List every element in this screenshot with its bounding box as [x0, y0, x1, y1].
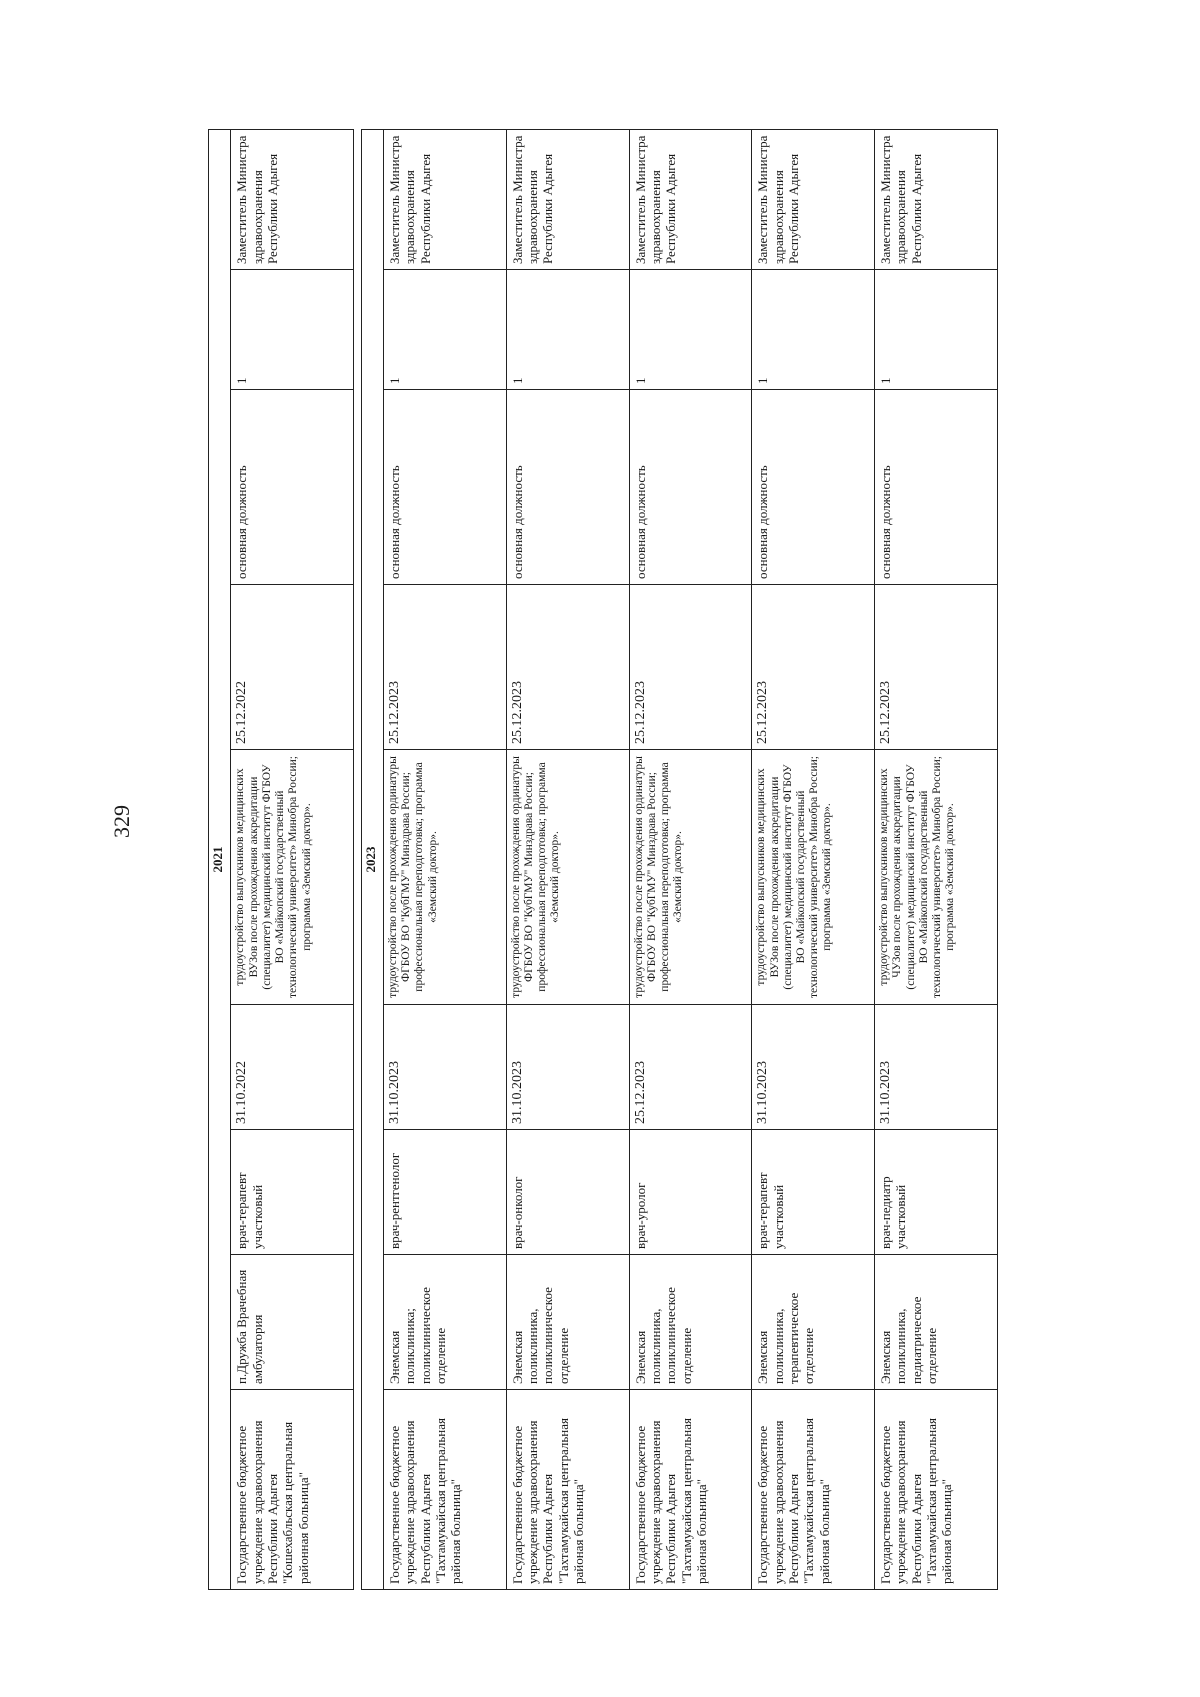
responsible-cell: Заместитель Министра здравоохранения Республики Адыгея [231, 129, 354, 269]
organization-cell: Государственное бюджетное учреждение здравоохранения Республики Адыгея "Тахтамукайская центральная районая больница" [875, 1390, 998, 1590]
position-cell: врач-рентгенолог [384, 1130, 507, 1255]
rotated-table-container [208, 130, 998, 1590]
year-header: 2023 [361, 129, 383, 1589]
position-cell: врач-уролог [629, 1130, 752, 1255]
responsible-cell: Заместитель Министра здравоохранения Республики Адыгея [384, 129, 507, 269]
quantity-cell: 1 [506, 270, 629, 390]
job-type-cell: основная должность [506, 390, 629, 585]
table-row [629, 129, 752, 1589]
subdivision-cell: Энемская поликлиника, терапевтическое отделение [752, 1255, 875, 1390]
basis-cell: трудоустройство после прохождения ординатуры ФГБОУ ВО "КубГМУ" Минздрава России; профессиональная переподготовка; программа «Земский доктор». [506, 750, 629, 1005]
year-header-row [361, 129, 383, 1589]
end-date-cell: 25.12.2023 [384, 585, 507, 750]
quantity-cell: 1 [752, 270, 875, 390]
quantity-cell: 1 [231, 270, 354, 390]
start-date-cell: 25.12.2023 [629, 1005, 752, 1130]
end-date-cell: 25.12.2023 [875, 585, 998, 750]
responsible-cell: Заместитель Министра здравоохранения Республики Адыгея [875, 129, 998, 269]
responsible-cell: Заместитель Министра здравоохранения Республики Адыгея [629, 129, 752, 269]
start-date-cell: 31.10.2023 [875, 1005, 998, 1130]
table-row [875, 129, 998, 1589]
end-date-cell: 25.12.2023 [506, 585, 629, 750]
position-cell: врач-терапевт участковый [231, 1130, 354, 1255]
year-header-row [209, 129, 231, 1589]
staffing-table [208, 129, 998, 1590]
basis-cell: трудоустройство выпускников медицинских ВУЗов после прохождения аккредитации (специалитет) медицинский институт ФГБОУ ВО «Майкопский государственный технологический университет» Минобра России; программа «Земский доктор». [231, 750, 354, 1005]
subdivision-cell: Энемская поликлиника, педиатрическое отделение [875, 1255, 998, 1390]
end-date-cell: 25.12.2023 [629, 585, 752, 750]
page-number: 329 [109, 805, 134, 838]
start-date-cell: 31.10.2023 [506, 1005, 629, 1130]
job-type-cell: основная должность [752, 390, 875, 585]
year-header: 2021 [209, 129, 231, 1589]
basis-cell: трудоустройство выпускников медицинских ВУЗов после прохождения аккредитации (специалитет) медицинский институт ФГБОУ ВО «Майкопский государственный технологический университет» Минобра России; программа «Земский доктор». [752, 750, 875, 1005]
job-type-cell: основная должность [629, 390, 752, 585]
quantity-cell: 1 [629, 270, 752, 390]
position-cell: врач-онколог [506, 1130, 629, 1255]
basis-cell: трудоустройство выпускников медицинских ЧУЗов после прохождения аккредитации (специалитет) медицинский институт ФГБОУ ВО «Майкопский государственный технологический университет» Минобра России; программа «Земский доктор». [875, 750, 998, 1005]
basis-cell: трудоустройство после прохождения ординатуры ФГБОУ ВО "КубГМУ" Минздрава России; профессиональная переподготовка; программа «Земский доктор». [629, 750, 752, 1005]
start-date-cell: 31.10.2023 [752, 1005, 875, 1130]
subdivision-cell: Энемская поликлиника; поликлиническое отделение [384, 1255, 507, 1390]
job-type-cell: основная должность [384, 390, 507, 585]
subdivision-cell: Энемская поликлиника, поликлиническое отделение [506, 1255, 629, 1390]
table-row [506, 129, 629, 1589]
position-cell: врач-педиатр участковый [875, 1130, 998, 1255]
basis-cell: трудоустройство после прохождения ординатуры ФГБОУ ВО "КубГМУ" Минздрава России; профессиональная переподготовка; программа «Земский доктор». [384, 750, 507, 1005]
table-row [384, 129, 507, 1589]
start-date-cell: 31.10.2023 [384, 1005, 507, 1130]
start-date-cell: 31.10.2022 [231, 1005, 354, 1130]
quantity-cell: 1 [875, 270, 998, 390]
organization-cell: Государственное бюджетное учреждение здравоохранения Республики Адыгея "Тахтамукайская центральная районая больница" [629, 1390, 752, 1590]
organization-cell: Государственное бюджетное учреждение здравоохранения Республики Адыгея "Тахтамукайская центральная районая больница" [506, 1390, 629, 1590]
organization-cell: Государственное бюджетное учреждение здравоохранения Республики Адыгея "Тахтамукайская центральная районая больница" [752, 1390, 875, 1590]
end-date-cell: 25.12.2022 [231, 585, 354, 750]
position-cell: врач-терапевт участковый [752, 1130, 875, 1255]
quantity-cell: 1 [384, 270, 507, 390]
subdivision-cell: п.Дружба Врачебная амбулатория [231, 1255, 354, 1390]
responsible-cell: Заместитель Министра здравоохранения Республики Адыгея [506, 129, 629, 269]
separator-cell [354, 129, 361, 1589]
end-date-cell: 25.12.2023 [752, 585, 875, 750]
table-row [231, 129, 354, 1589]
responsible-cell: Заместитель Министра здравоохранения Республики Адыгея [752, 129, 875, 269]
job-type-cell: основная должность [231, 390, 354, 585]
table-row [752, 129, 875, 1589]
organization-cell: Государственное бюджетное учреждение здравоохранения Республики Адыгея "Кошехабльская центральная районная больница" [231, 1390, 354, 1590]
section-separator [354, 129, 361, 1589]
organization-cell: Государственное бюджетное учреждение здравоохранения Республики Адыгея "Тахтамукайская центральная районая больница" [384, 1390, 507, 1590]
subdivision-cell: Энемская поликлиника, поликлиническое отделение [629, 1255, 752, 1390]
job-type-cell: основная должность [875, 390, 998, 585]
table-body [209, 129, 998, 1589]
